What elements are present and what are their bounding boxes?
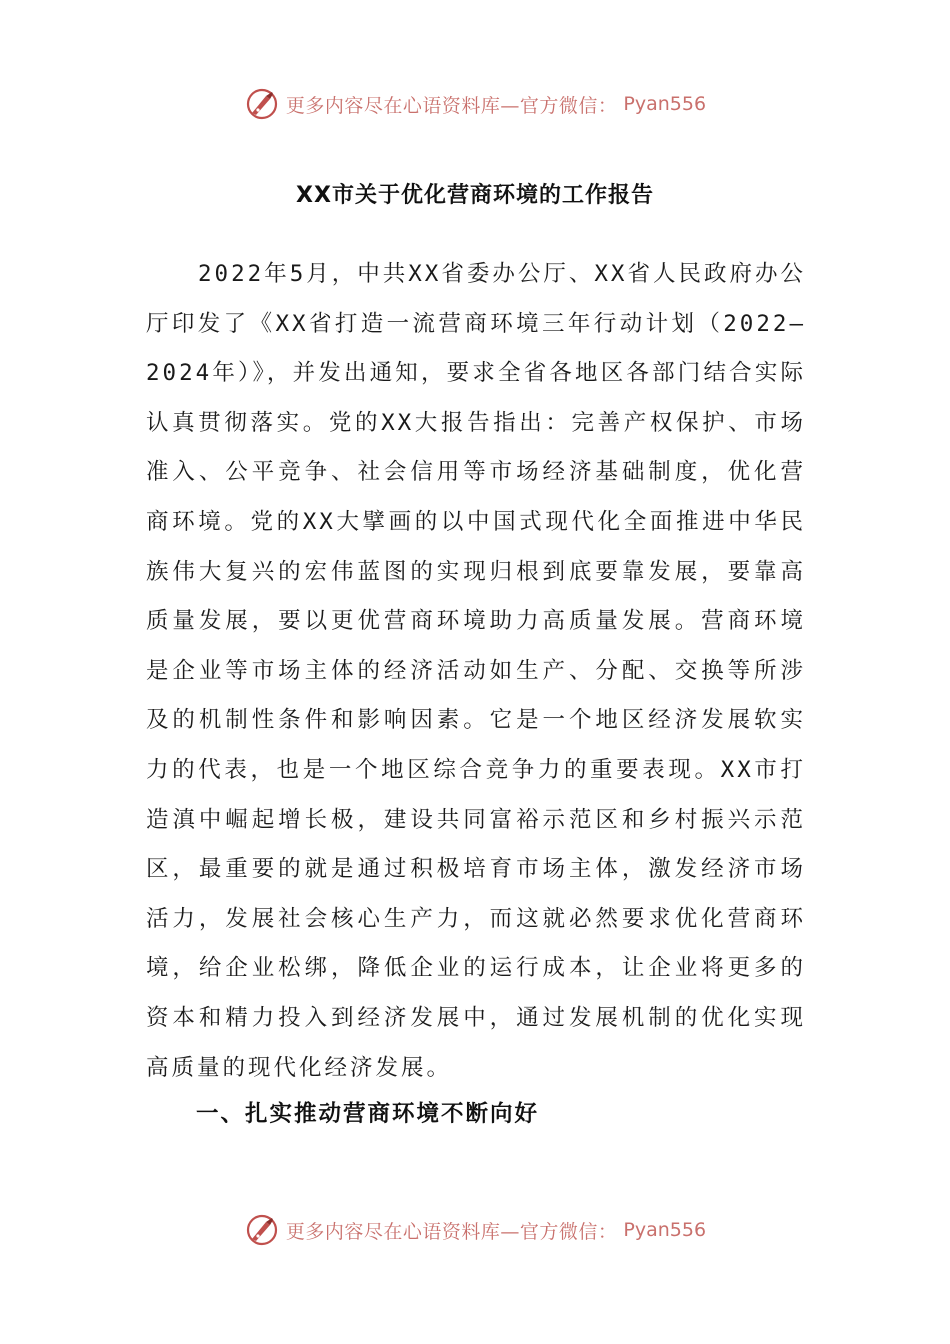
pen-nib-logo-icon (244, 86, 280, 122)
document-title: XX市关于优化营商环境的工作报告 (296, 183, 654, 208)
footer-watermark (0, 1210, 950, 1250)
section-heading: 一、扎实推动营商环境不断向好 (196, 1101, 540, 1127)
pen-nib-logo-icon (244, 1212, 280, 1248)
watermark-text: 更多内容尽在心语资料库—官方微信： (285, 94, 618, 117)
body-paragraph: 2022年5月，中共XX省委办公厅、XX省人民政府办公厅印发了《XX省打造一流营商环境三年行动计划（2022—2024年）》，并发出通知，要求全省各地区各部门结合实际认真贯彻落实。党的XX大报告指出：完善产权保护、市场准入、公平竞争、社会信用等市场经济基础制度，优化营商环境。党的XX大擘画的以中国式现代化全面推进中华民族伟大复兴的宏伟蓝图的实现归根到底要靠发展，要靠高质量发展，要以更优营商环境助力高质量发展。营商环境是企业等市场主体的经济活动如生产、分配、交换等所涉及的机制性条件和影响因素。它是一个地区经济发展软实力的代表，也是一个地区综合竞争力的重要表现。XX市打造滇中崛起增长极，建设共同富裕示范区和乡村振兴示范区，最重要的就是通过积极培育市场主体，激发经济市场活力，发展社会核心生产力，而这就必然要求优化营商环境，给企业松绑，降低企业的运行成本，让企业将更多的资本和精力投入到经济发展中，通过发展机制的优化实现高质量的现代化经济发展。 (146, 261, 806, 1081)
header-watermark (0, 84, 950, 124)
watermark-wechat-id: Pyan556 (623, 93, 707, 115)
watermark-wechat-id: Pyan556 (623, 1219, 707, 1241)
watermark-text: 更多内容尽在心语资料库—官方微信： (285, 1220, 618, 1243)
